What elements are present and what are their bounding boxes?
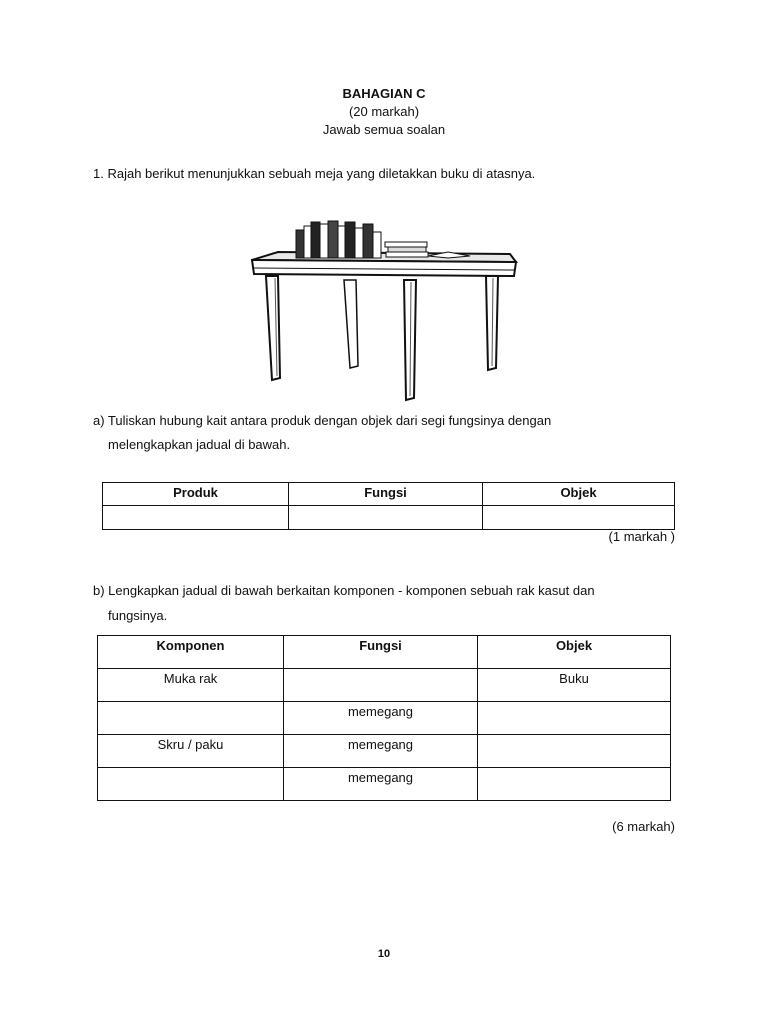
instruction: Jawab semua soalan [322,122,446,137]
page-number: 10 [377,948,391,960]
table-row [98,735,671,768]
header-fungsi: Fungsi [289,483,483,506]
header-fungsi: Fungsi [284,636,478,669]
question-1-text: 1. Rajah berikut menunjukkan sebuah meja yang diletakkan buku di atasnya. [93,166,536,181]
part-b-instruction-line2: fungsinya. [108,608,168,623]
table-header-row [103,483,675,506]
part-a-table [102,482,675,530]
answer-cell-objek[interactable] [478,702,671,735]
answer-cell-komponen[interactable] [98,702,284,735]
cell-fungsi: memegang [284,768,478,801]
total-marks: (20 markah) [348,104,420,119]
cell-fungsi: memegang [284,735,478,768]
header-objek: Objek [483,483,675,506]
header-objek: Objek [478,636,671,669]
table-row [98,768,671,801]
table-row [103,506,675,530]
table-with-books-illustration [248,218,518,402]
answer-cell-fungsi[interactable] [284,669,478,702]
part-a-instruction-line1: a) Tuliskan hubung kait antara produk dengan objek dari segi fungsinya dengan [93,413,552,428]
answer-cell-produk[interactable] [103,506,289,530]
table-header-row [98,636,671,669]
cell-fungsi: memegang [284,702,478,735]
part-b-table [97,635,671,801]
cell-objek: Buku [478,669,671,702]
answer-cell-fungsi[interactable] [289,506,483,530]
answer-cell-komponen[interactable] [98,768,284,801]
table-row [98,702,671,735]
part-b-marks: (6 markah) [612,819,675,834]
answer-cell-objek[interactable] [483,506,675,530]
section-title: BAHAGIAN C [342,86,426,101]
answer-cell-objek[interactable] [478,768,671,801]
table-row [98,669,671,702]
cell-komponen: Skru / paku [98,735,284,768]
cell-komponen: Muka rak [98,669,284,702]
part-b-instruction-line1: b) Lengkapkan jadual di bawah berkaitan komponen - komponen sebuah rak kasut dan [93,583,595,598]
header-komponen: Komponen [98,636,284,669]
answer-cell-objek[interactable] [478,735,671,768]
header-produk: Produk [103,483,289,506]
part-a-instruction-line2: melengkapkan jadual di bawah. [108,437,291,452]
part-a-marks: (1 markah ) [608,529,675,544]
